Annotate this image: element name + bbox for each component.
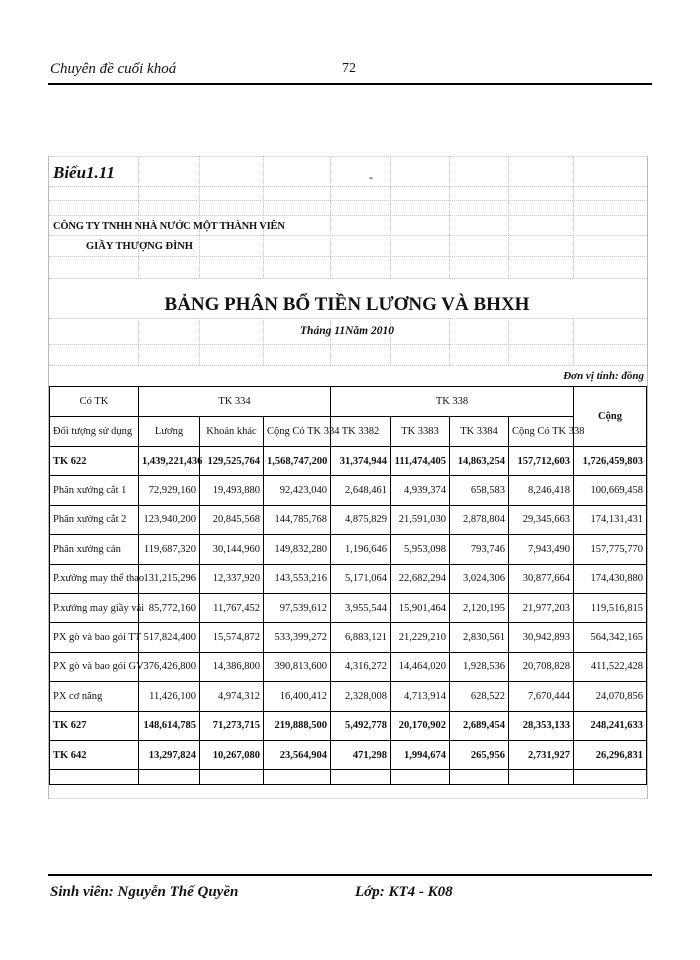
table-cell: 119,687,320 — [139, 535, 200, 564]
company-name-line2: GIẦY THƯỢNG ĐÌNH — [86, 241, 193, 252]
table-cell: 2,689,454 — [450, 711, 509, 740]
table-cell: 2,648,461 — [331, 476, 391, 505]
row-label: TK 627 — [50, 711, 139, 740]
table-cell: 85,772,160 — [139, 593, 200, 622]
company-name-line1: CÔNG TY TNHH NHÀ NƯỚC MỘT THÀNH VIÊN — [53, 221, 285, 232]
table-cell: 628,522 — [450, 682, 509, 711]
gridline — [263, 156, 264, 278]
gridline — [573, 156, 574, 278]
table-row — [50, 740, 647, 769]
table-cell-empty — [331, 770, 391, 785]
table-cell: 16,400,412 — [264, 682, 331, 711]
gridline — [49, 365, 647, 366]
table-cell: 2,120,195 — [450, 593, 509, 622]
table-cell: 174,430,880 — [574, 564, 647, 593]
table-cell: 1,726,459,803 — [574, 447, 647, 476]
table-cell: 30,144,960 — [200, 535, 264, 564]
table-cell: 4,316,272 — [331, 652, 391, 681]
table-cell: 97,539,612 — [264, 593, 331, 622]
row-label: PX gò và bao gói TT — [50, 623, 139, 652]
table-cell: 23,564,904 — [264, 740, 331, 769]
table-cell: 28,353,133 — [509, 711, 574, 740]
table-cell: 6,883,121 — [331, 623, 391, 652]
table-cell: 12,337,920 — [200, 564, 264, 593]
footer-student: Sinh viên: Nguyễn Thế Quyền — [50, 884, 239, 900]
row-label: P.xưởng may thể thao — [50, 564, 139, 593]
table-cell: 129,525,764 — [200, 447, 264, 476]
table-cell: 20,708,828 — [509, 652, 574, 681]
table-cell: 1,994,674 — [391, 740, 450, 769]
table-cell: 24,070,856 — [574, 682, 647, 711]
table-cell: 21,591,030 — [391, 505, 450, 534]
table-cell: 21,229,210 — [391, 623, 450, 652]
table-row-empty — [50, 770, 647, 785]
table-cell: 265,956 — [450, 740, 509, 769]
table-cell: 13,297,824 — [139, 740, 200, 769]
table-cell: 376,426,800 — [139, 652, 200, 681]
table-cell: 1,196,646 — [331, 535, 391, 564]
table-cell-empty — [200, 770, 264, 785]
table-cell-empty — [264, 770, 331, 785]
col-header: Cộng Có TK 334 — [264, 417, 331, 447]
table-cell: 100,669,458 — [574, 476, 647, 505]
table-row — [50, 564, 647, 593]
table-cell: 2,878,804 — [450, 505, 509, 534]
table-cell: 4,875,829 — [331, 505, 391, 534]
table-cell: 2,731,927 — [509, 740, 574, 769]
table-cell: 1,439,221,436 — [139, 447, 200, 476]
row-label: P.xưởng may giầy vải — [50, 593, 139, 622]
table-cell: 658,583 — [450, 476, 509, 505]
table-cell-empty — [50, 770, 139, 785]
table-cell: 564,342,165 — [574, 623, 647, 652]
table-cell: 31,374,944 — [331, 447, 391, 476]
table-cell: 533,399,272 — [264, 623, 331, 652]
table-cell: 71,273,715 — [200, 711, 264, 740]
header-divider — [48, 83, 652, 85]
form-label: Biểu1.11 — [53, 163, 115, 182]
table-cell: 390,813,600 — [264, 652, 331, 681]
table-cell: 19,493,880 — [200, 476, 264, 505]
table-cell: 15,574,872 — [200, 623, 264, 652]
table-cell: 29,345,663 — [509, 505, 574, 534]
table-cell: 3,024,306 — [450, 564, 509, 593]
table-cell: 7,670,444 — [509, 682, 574, 711]
table-cell: 131,215,296 — [139, 564, 200, 593]
gridline — [49, 278, 647, 279]
table-cell: 72,929,160 — [139, 476, 200, 505]
table-cell: 219,888,500 — [264, 711, 331, 740]
table-cell: 10,267,080 — [200, 740, 264, 769]
table-cell: 14,464,020 — [391, 652, 450, 681]
table-row — [50, 535, 647, 564]
report-period: Tháng 11Năm 2010 — [300, 325, 394, 337]
table-cell: 20,845,568 — [200, 505, 264, 534]
table-cell: 144,785,768 — [264, 505, 331, 534]
table-row — [50, 593, 647, 622]
table-row — [50, 652, 647, 681]
col-header: TK 3383 — [391, 417, 450, 447]
table-cell: 471,298 — [331, 740, 391, 769]
row-label: Phân xưởng cắt 1 — [50, 476, 139, 505]
table-cell: 22,682,294 — [391, 564, 450, 593]
table-cell: 14,386,800 — [200, 652, 264, 681]
table-row — [50, 476, 647, 505]
gridline — [49, 798, 647, 799]
row-label: PX gò và bao gói GV — [50, 652, 139, 681]
table-cell-empty — [391, 770, 450, 785]
table-cell: 11,426,100 — [139, 682, 200, 711]
cell-dash: - — [369, 170, 373, 184]
table-cell: 21,977,203 — [509, 593, 574, 622]
table-row — [50, 711, 647, 740]
table-cell: 20,170,902 — [391, 711, 450, 740]
col-group-tk334: TK 334 — [139, 387, 331, 417]
col-header: Khoản khác — [200, 417, 264, 447]
table-cell: 14,863,254 — [450, 447, 509, 476]
header-doc-title: Chuyên đề cuối khoá — [50, 61, 177, 77]
row-label: PX cơ năng — [50, 682, 139, 711]
table-cell: 517,824,400 — [139, 623, 200, 652]
col-header: Lương — [139, 417, 200, 447]
row-label: Phân xưởng cán — [50, 535, 139, 564]
table-cell-empty — [509, 770, 574, 785]
table-cell: 123,940,200 — [139, 505, 200, 534]
table-cell: 174,131,431 — [574, 505, 647, 534]
page-number: 72 — [342, 61, 356, 76]
table-cell: 5,171,064 — [331, 564, 391, 593]
table-cell-empty — [450, 770, 509, 785]
report-title: BẢNG PHÂN BỔ TIỀN LƯƠNG VÀ BHXH — [164, 294, 530, 315]
table-cell: 793,746 — [450, 535, 509, 564]
col-header: TK 3384 — [450, 417, 509, 447]
col-header-doi-tuong: Đối tượng sử dụng — [50, 417, 139, 447]
table-row — [50, 682, 647, 711]
table-cell: 4,939,374 — [391, 476, 450, 505]
col-group-tk338: TK 338 — [331, 387, 574, 417]
table-cell: 26,296,831 — [574, 740, 647, 769]
allocation-table — [49, 386, 647, 785]
table-cell: 1,568,747,200 — [264, 447, 331, 476]
table-cell: 2,328,008 — [331, 682, 391, 711]
table-cell: 111,474,405 — [391, 447, 450, 476]
row-label: TK 622 — [50, 447, 139, 476]
table-cell: 11,767,452 — [200, 593, 264, 622]
table-cell-empty — [139, 770, 200, 785]
table-cell: 157,712,603 — [509, 447, 574, 476]
table-cell: 248,241,633 — [574, 711, 647, 740]
table-cell-empty — [574, 770, 647, 785]
table-cell: 148,614,785 — [139, 711, 200, 740]
row-label: Phân xưởng cắt 2 — [50, 505, 139, 534]
gridline — [449, 156, 450, 278]
table-row — [50, 505, 647, 534]
table-cell: 30,877,664 — [509, 564, 574, 593]
table-cell: 5,492,778 — [331, 711, 391, 740]
table-cell: 119,516,815 — [574, 593, 647, 622]
gridline — [199, 156, 200, 278]
table-cell: 30,942,893 — [509, 623, 574, 652]
table-cell: 5,953,098 — [391, 535, 450, 564]
footer-divider — [48, 874, 652, 876]
gridline — [138, 156, 139, 278]
table-cell: 7,943,490 — [509, 535, 574, 564]
table-cell: 15,901,464 — [391, 593, 450, 622]
currency-unit-note: Đơn vị tính: đồng — [563, 370, 644, 382]
table-cell: 2,830,561 — [450, 623, 509, 652]
table-cell: 3,955,544 — [331, 593, 391, 622]
table-cell: 8,246,418 — [509, 476, 574, 505]
gridline — [390, 156, 391, 278]
table-cell: 4,974,312 — [200, 682, 264, 711]
table-row — [50, 447, 647, 476]
gridline — [508, 156, 509, 278]
table-cell: 4,713,914 — [391, 682, 450, 711]
col-header: TK 3382 — [331, 417, 391, 447]
gridline — [330, 156, 331, 278]
table-cell: 157,775,770 — [574, 535, 647, 564]
table-header-row-2 — [50, 417, 647, 447]
row-label: TK 642 — [50, 740, 139, 769]
table-body — [50, 447, 647, 785]
table-cell: 1,928,536 — [450, 652, 509, 681]
col-header: Cộng Có TK 338 — [509, 417, 574, 447]
footer-class: Lớp: KT4 - K08 — [355, 884, 453, 900]
table-cell: 92,423,040 — [264, 476, 331, 505]
col-header-total: Cộng — [574, 387, 647, 447]
table-cell: 149,832,280 — [264, 535, 331, 564]
table-header-row-1 — [50, 387, 647, 417]
table-cell: 143,553,216 — [264, 564, 331, 593]
table-cell: 411,522,428 — [574, 652, 647, 681]
table-row — [50, 623, 647, 652]
col-header-co-tk: Có TK — [50, 387, 139, 417]
